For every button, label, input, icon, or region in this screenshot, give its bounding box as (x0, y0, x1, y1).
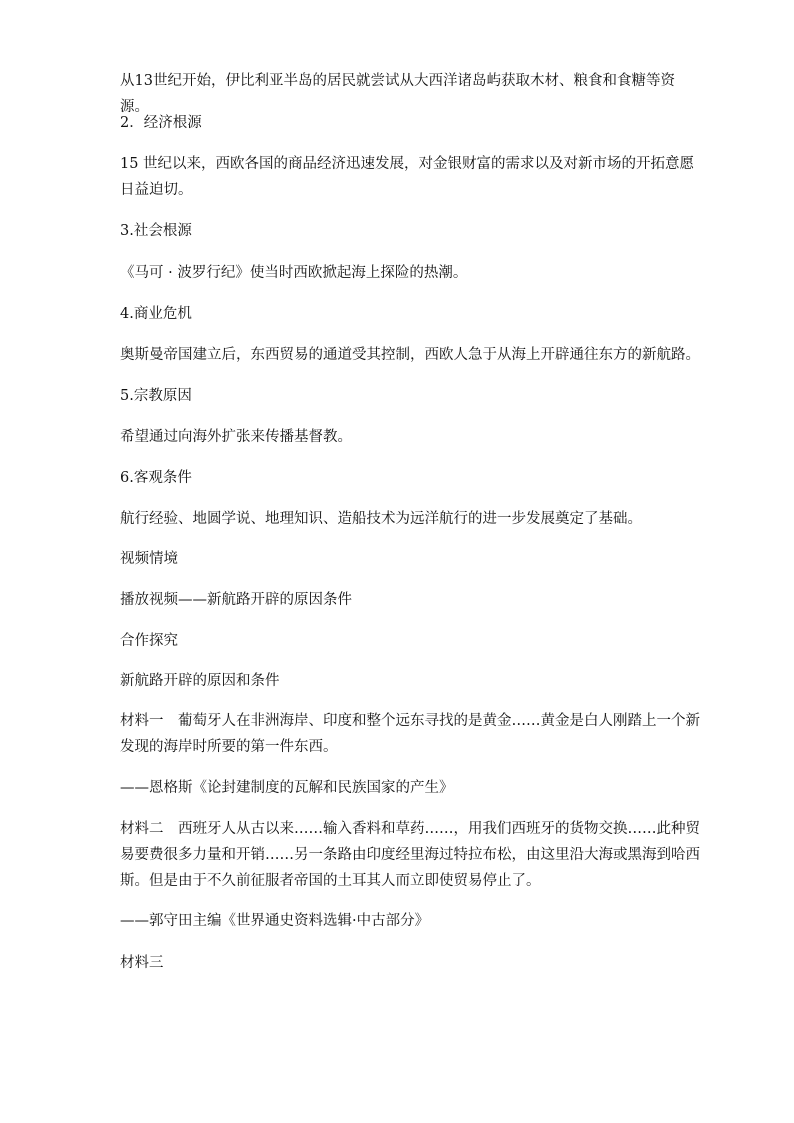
paragraph-religious-reason: 希望通过向海外扩张来传播基督教。 (120, 429, 352, 445)
paragraph-economic-roots: 15 世纪以来，西欧各国的商品经济迅速发展，对金银财富的需求以及对新市场的开拓意愿日益迫切。 (120, 156, 695, 198)
citation-material-one: ——恩格斯《论封建制度的瓦解和民族国家的产生》 (120, 780, 454, 796)
paragraph-inquiry-topic: 新航路开辟的原因和条件 (120, 673, 280, 689)
heading-economic-roots: 2．经济根源 (120, 115, 202, 131)
heading-video-situation: 视频情境 (120, 551, 178, 567)
paragraph-play-video: 播放视频——新航路开辟的原因条件 (120, 592, 352, 608)
paragraph-material-two: 材料二 西班牙人从古以来……输入香料和草药……，用我们西班牙的货物交换……此种贸易要费很多力量和开销……另一条路由印度经里海过特拉布松，由这里沿大海或黑海到哈西斯。但是由于不久前征服者帝国的土耳其人而立即使贸易停止了。 (120, 821, 700, 889)
heading-material-three: 材料三 (120, 955, 164, 971)
heading-objective-conditions: 6.客观条件 (120, 470, 192, 486)
heading-social-roots: 3.社会根源 (120, 223, 192, 239)
paragraph-material-one: 材料一 葡萄牙人在非洲海岸、印度和整个远东寻找的是黄金……黄金是白人刚踏上一个新发现的海岸时所要的第一件东西。 (120, 713, 700, 755)
heading-religious-reason: 5.宗教原因 (120, 388, 192, 404)
heading-cooperative-inquiry: 合作探究 (120, 633, 178, 649)
heading-commercial-crisis: 4.商业危机 (120, 306, 192, 322)
paragraph-social-roots: 《马可 · 波罗行纪》使当时西欧掀起海上探险的热潮。 (120, 265, 468, 281)
citation-material-two: ——郭守田主编《世界通史资料选辑·中古部分》 (120, 913, 430, 929)
paragraph-objective-conditions: 航行经验、地圆学说、地理知识、造船技术为远洋航行的进一步发展奠定了基础。 (120, 511, 642, 527)
paragraph-commercial-crisis: 奥斯曼帝国建立后，东西贸易的通道受其控制，西欧人急于从海上开辟通往东方的新航路。 (120, 347, 700, 363)
paragraph-resources: 从13世纪开始，伊比利亚半岛的居民就尝试从大西洋诸岛屿获取木材、粮食和食糖等资源。 (120, 73, 675, 115)
